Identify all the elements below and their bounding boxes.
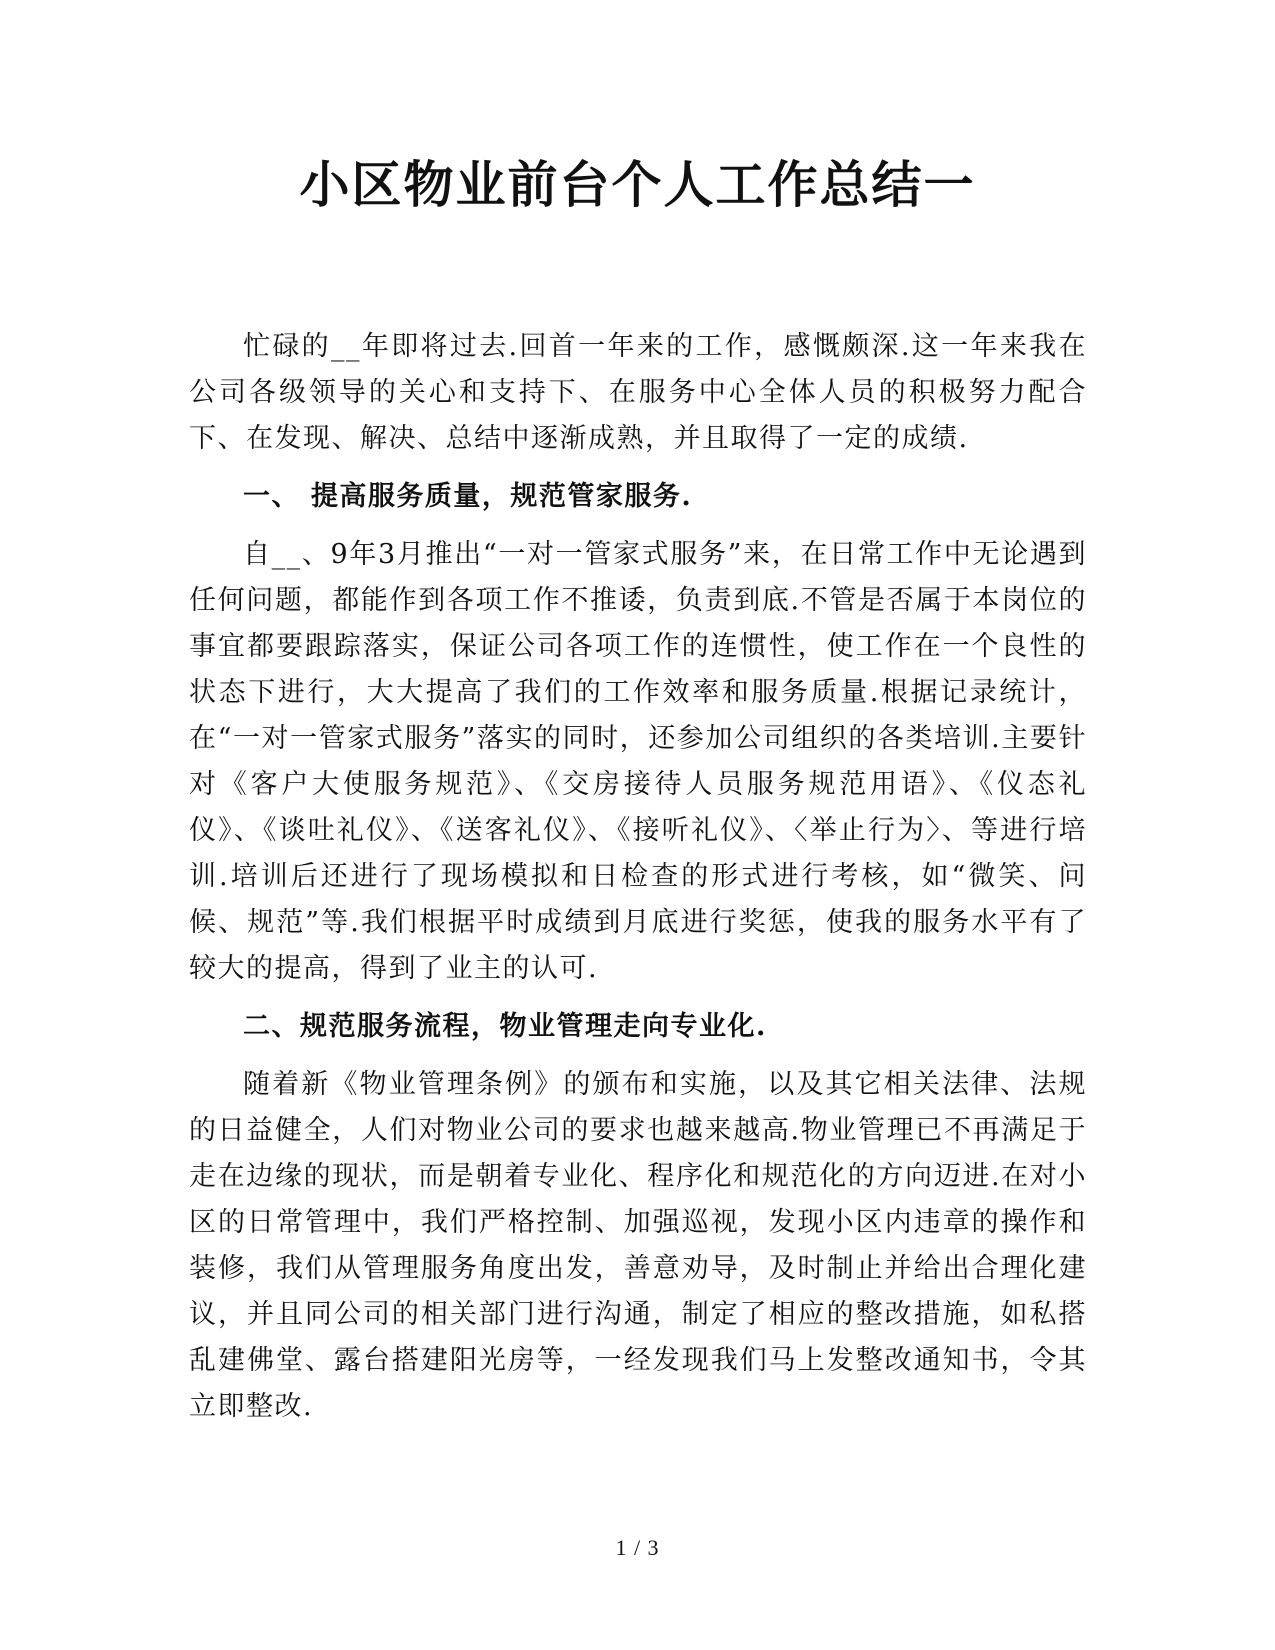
document-title: 小区物业前台个人工作总结一 <box>299 155 976 214</box>
section-2-paragraph: 随着新《物业管理条例》的颁布和实施，以及其它相关法律、法规的日益健全，人们对物业公司的要求也越来越高.物业管理已不再满足于走在边缘的现状，而是朝着专业化、程序化和规范化的方向迈进.在对小区的日常管理中，我们严格控制、加强巡视，发现小区内违章的操作和装修，我们从管理服务角度出发，善意劝导，及时制止并给出合理化建议，并且同公司的相关部门进行沟通，制定了相应的整改措施，如私搭乱建佛堂、露台搭建阳光房等，一经发现我们马上发整改通知书，令其立即整改. <box>189 1069 1087 1422</box>
intro-paragraph: 忙碌的__年即将过去.回首一年来的工作，感慨颇深.这一年来我在公司各级领导的关心和支持下、在服务中心全体人员的积极努力配合下、在发现、解决、总结中逐渐成熟，并且取得了一定的成绩. <box>189 331 1087 454</box>
section-1-paragraph: 自__、9年3月推出“一对一管家式服务”来，在日常工作中无论遇到任何问题，都能作到各项工作不推诿，负责到底.不管是否属于本岗位的事宜都要跟踪落实，保证公司各项工作的连惯性，使工作在一个良性的状态下进行，大大提高了我们的工作效率和服务质量.根据记录统计，在“一对一管家式服务”落实的同时，还参加公司组织的各类培训.主要针对《客户大使服务规范》、《交房接待人员服务规范用语》、《仪态礼仪》、《谈吐礼仪》、《送客礼仪》、《接听礼仪》、〈举止行为〉、等进行培训.培训后还进行了现场模拟和日检查的形式进行考核，如“微笑、问候、规范”等.我们根据平时成绩到月底进行奖惩，使我的服务水平有了较大的提高，得到了业主的认可. <box>189 539 1087 984</box>
section-heading-2: 二、规范服务流程，物业管理走向专业化. <box>243 1011 767 1042</box>
document-body <box>189 324 1087 1442</box>
section-heading-1: 一、 提高服务质量，规范管家服务. <box>243 481 693 512</box>
page-number: 1 / 3 <box>615 1535 660 1560</box>
